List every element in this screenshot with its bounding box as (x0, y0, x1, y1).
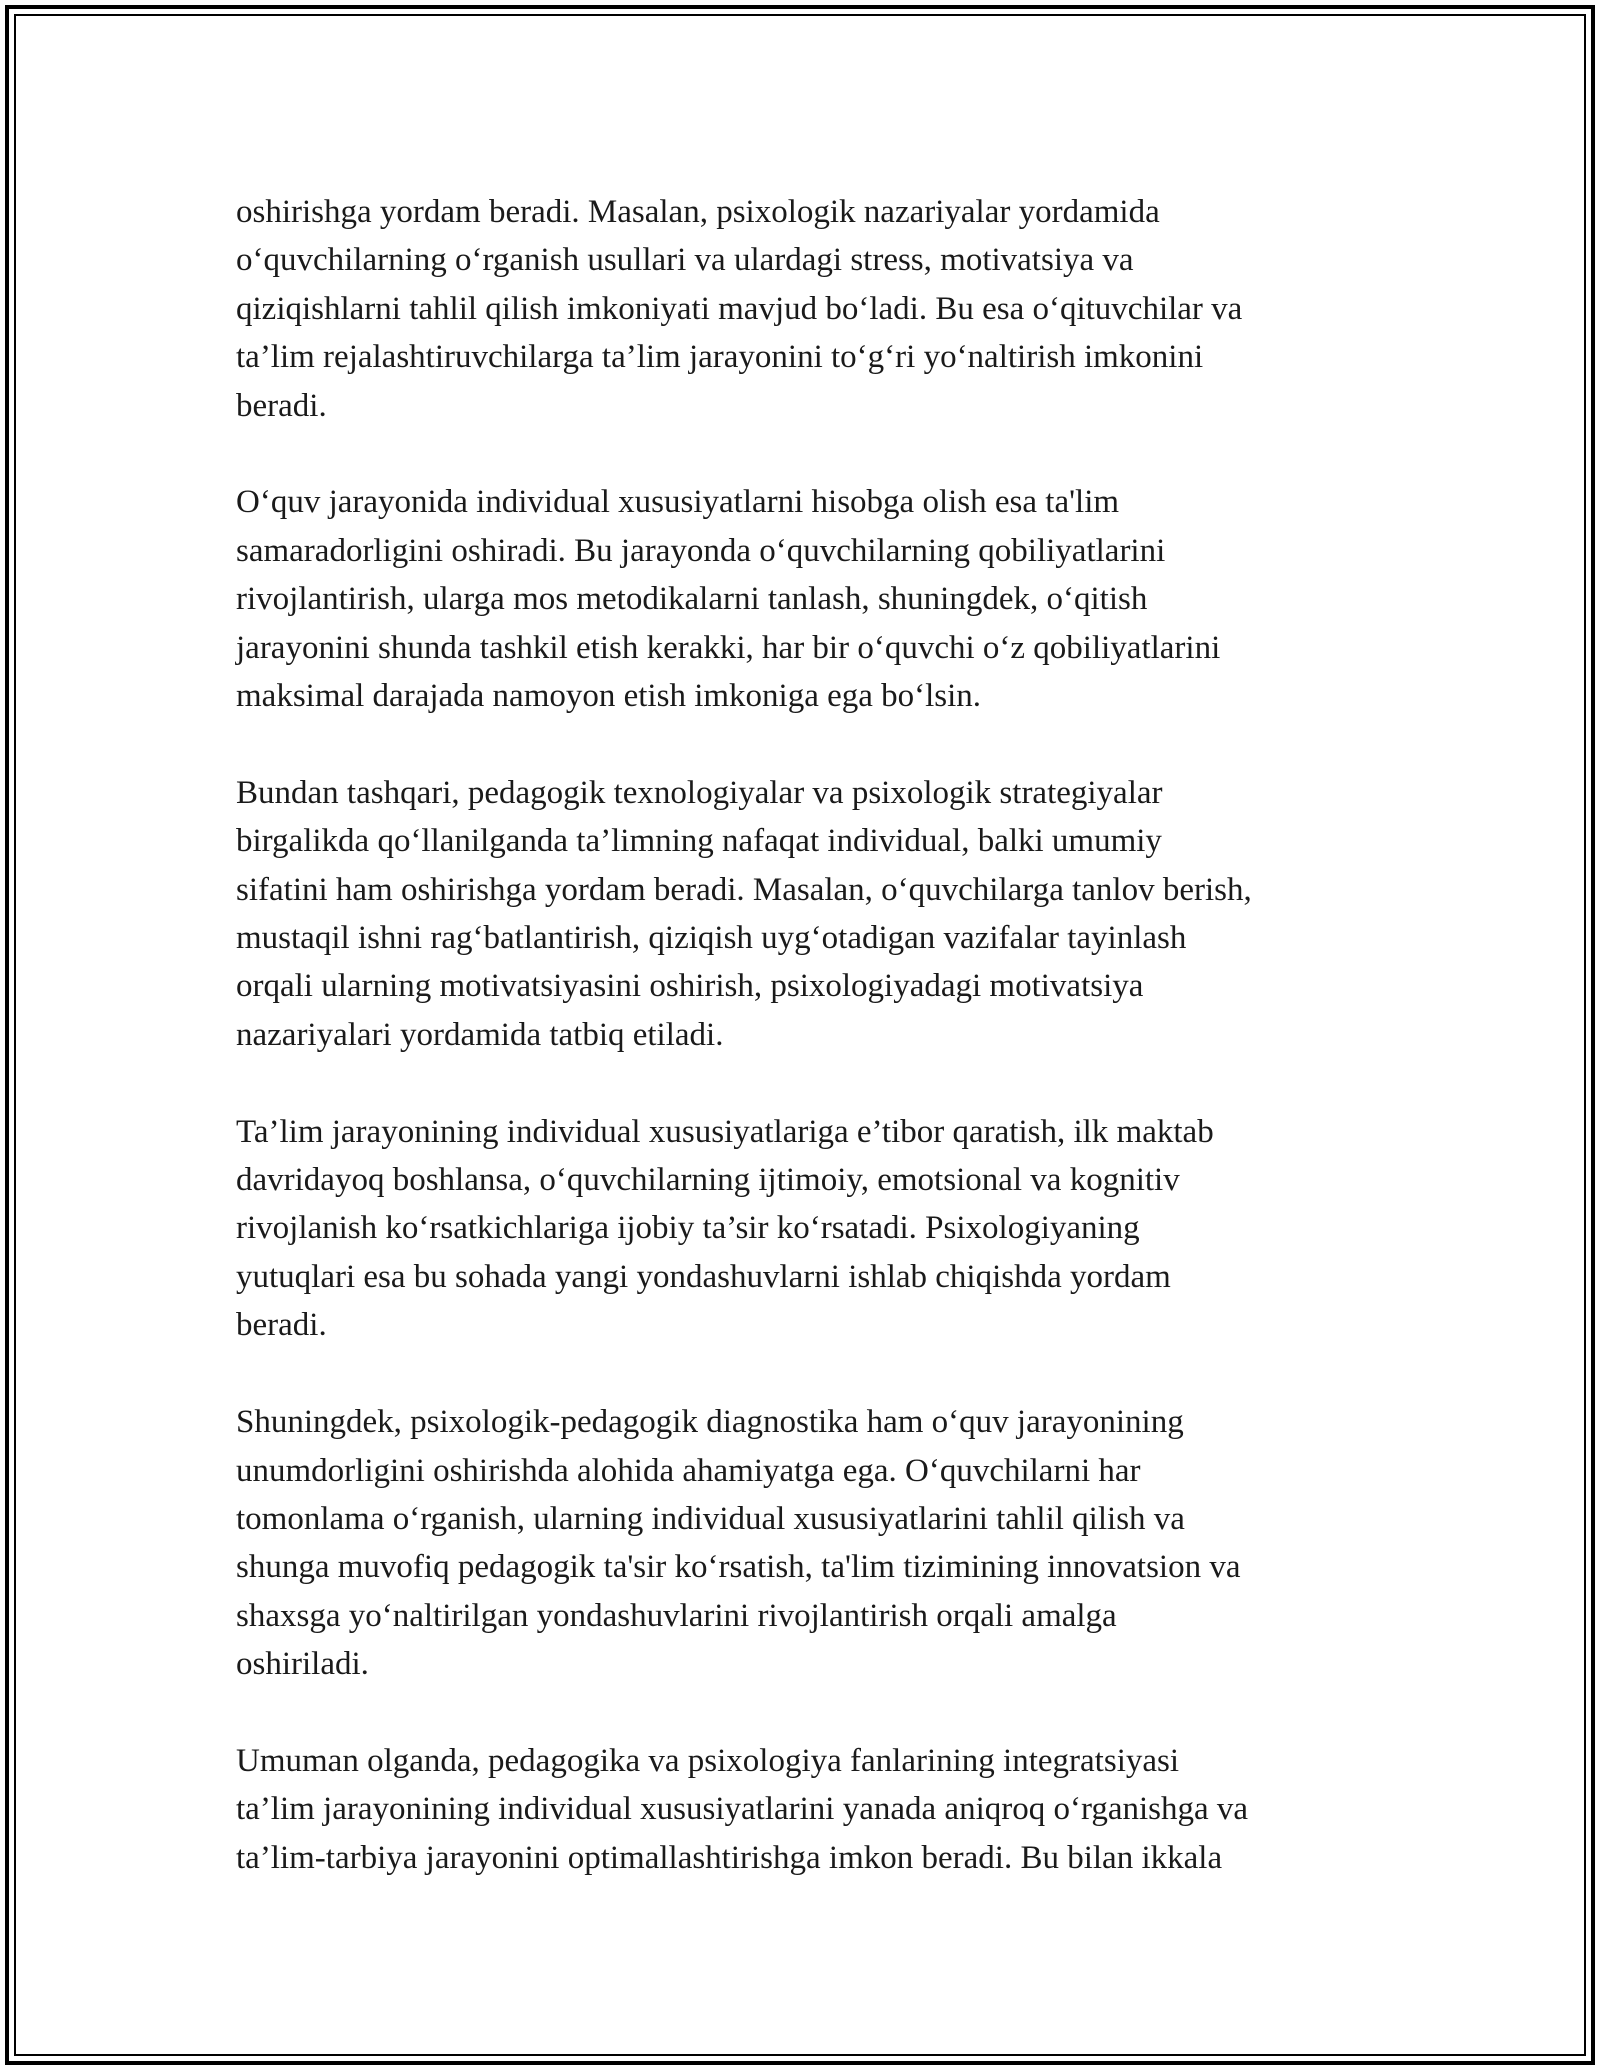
paragraph-6 (236, 1737, 1376, 1882)
text-line: ta’lim-tarbiya jarayonini optimallashtirishga imkon beradi. Bu bilan ikkala (236, 1839, 1223, 1876)
text-line: ta’lim jarayonining individual xususiyatlarini yanada aniqroq o‘rganishga va (236, 1791, 1249, 1828)
text-line: yutuqlari esa bu sohada yangi yondashuvlarni ishlab chiqishda yordam (236, 1258, 1171, 1295)
paragraph-2 (236, 478, 1376, 720)
text-line: Ta’lim jarayonining individual xususiyatlariga e’tibor qaratish, ilk maktab (236, 1113, 1214, 1150)
text-line: shunga muvofiq pedagogik ta'sir ko‘rsatish, ta'lim tizimining innovatsion va (236, 1549, 1241, 1586)
paragraph-1 (236, 188, 1376, 430)
text-line: rivojlanish ko‘rsatkichlariga ijobiy ta’sir ko‘rsatadi. Psixologiyaning (236, 1210, 1140, 1247)
text-line: sifatini ham oshirishga yordam beradi. Masalan, o‘quvchilarga tanlov berish, (236, 871, 1252, 908)
text-line: O‘quv jarayonida individual xususiyatlarni hisobga olish esa ta'lim (236, 484, 1120, 521)
text-line: unumdorligini oshirishda alohida ahamiyatga ega. O‘quvchilarni har (236, 1452, 1141, 1489)
text-line: shaxsga yo‘naltirilgan yondashuvlarini rivojlantirish orqali amalga (236, 1597, 1117, 1634)
text-line: maksimal darajada namoyon etish imkoniga ega bo‘lsin. (236, 678, 982, 715)
text-line: beradi. (236, 387, 327, 424)
paragraph-3 (236, 769, 1376, 1059)
text-line: jarayonini shunda tashkil etish kerakki, har bir o‘quvchi o‘z qobiliyatlarini (236, 629, 1221, 666)
text-line: oshiriladi. (236, 1646, 369, 1683)
text-line: oshirishga yordam beradi. Masalan, psixologik nazariyalar yordamida (236, 194, 1160, 230)
paragraph-4 (236, 1108, 1376, 1350)
text-line: orqali ularning motivatsiyasini oshirish, psixologiyadagi motivatsiya (236, 968, 1144, 1005)
text-line: rivojlantirish, ularga mos metodikalarni tanlash, shuningdek, o‘qitish (236, 581, 1148, 618)
text-line: birgalikda qo‘llanilganda ta’limning nafaqat individual, balki umumiy (236, 823, 1162, 860)
text-line: davridayoq boshlansa, o‘quvchilarning ijtimoiy, emotsional va kognitiv (236, 1162, 1180, 1199)
text-line: qiziqishlarni tahlil qilish imkoniyati mavjud bo‘ladi. Bu esa o‘qituvchilar va (236, 290, 1243, 327)
text-line: beradi. (236, 1307, 327, 1344)
text-line: Umuman olganda, pedagogika va psixologiya fanlarining integratsiyasi (236, 1742, 1180, 1779)
text-line: samaradorligini oshiradi. Bu jarayonda o‘quvchilarning qobiliyatlarini (236, 532, 1166, 569)
text-line: nazariyalari yordamida tatbiq etiladi. (236, 1016, 724, 1053)
document-body (236, 188, 1376, 1931)
text-line: tomonlama o‘rganish, ularning individual xususiyatlarini tahlil qilish va (236, 1500, 1185, 1537)
paragraph-5 (236, 1398, 1376, 1688)
text-line: mustaqil ishni rag‘batlantirish, qiziqish uyg‘otadigan vazifalar tayinlash (236, 920, 1187, 957)
text-line: Shuningdek, psixologik-pedagogik diagnostika ham o‘quv jarayonining (236, 1404, 1184, 1441)
text-line: ta’lim rejalashtiruvchilarga ta’lim jarayonini to‘g‘ri yo‘naltirish imkonini (236, 339, 1204, 376)
text-line: Bundan tashqari, pedagogik texnologiyalar va psixologik strategiyalar (236, 774, 1163, 811)
text-line: o‘quvchilarning o‘rganish usullari va ulardagi stress, motivatsiya va (236, 242, 1134, 279)
